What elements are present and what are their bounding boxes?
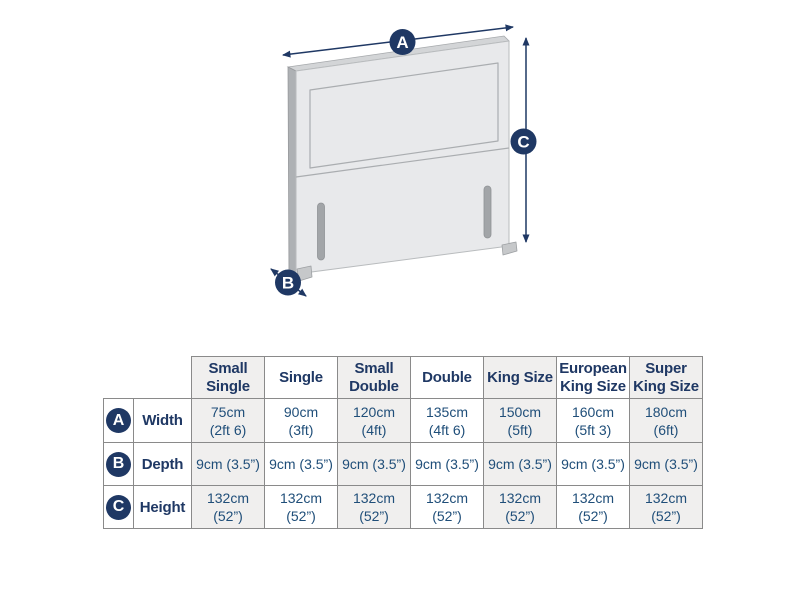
header-spacer: [104, 357, 134, 399]
header-spacer: [134, 357, 192, 399]
column-header-king-size: King Size: [484, 357, 557, 399]
width-value-small-single: 75cm (2ft 6): [192, 399, 265, 443]
height-badge: [511, 129, 537, 155]
row-label-height: Height: [134, 486, 192, 529]
table-row-width: [104, 399, 703, 443]
headboard-slot-left: [318, 203, 325, 260]
width-value-king-size: 150cm (5ft): [484, 399, 557, 443]
table-row-depth: [104, 443, 703, 486]
svg-text:B: B: [281, 273, 295, 293]
height-value-small-single: 132cm (52”): [192, 486, 265, 529]
height-value-european-king-size: 132cm (52”): [557, 486, 630, 529]
depth-value-small-double: 9cm (3.5”): [338, 443, 411, 486]
column-header-small-double: Small Double: [338, 357, 411, 399]
height-value-super-king-size: 132cm (52”): [630, 486, 703, 529]
svg-text:A: A: [396, 33, 409, 52]
depth-value-super-king-size: 9cm (3.5”): [630, 443, 703, 486]
column-header-european-king-size: European King Size: [557, 357, 630, 399]
row-label-depth: Depth: [134, 443, 192, 486]
width-value-double: 135cm (4ft 6): [411, 399, 484, 443]
width-row-badge: A: [106, 408, 131, 433]
dimensions-table: [103, 356, 703, 529]
svg-text:C: C: [517, 132, 530, 152]
headboard-slot-right: [484, 186, 491, 238]
column-header-small-single: Small Single: [192, 357, 265, 399]
headboard-front-panel: [296, 41, 509, 274]
height-row-badge: C: [106, 495, 131, 520]
depth-value-small-single: 9cm (3.5”): [192, 443, 265, 486]
width-value-single: 90cm (3ft): [265, 399, 338, 443]
height-value-double: 132cm (52”): [411, 486, 484, 529]
width-badge: [390, 29, 416, 55]
width-value-european-king-size: 160cm (5ft 3): [557, 399, 630, 443]
row-badge-cell: [104, 399, 134, 443]
height-value-king-size: 132cm (52”): [484, 486, 557, 529]
width-value-small-double: 120cm (4ft): [338, 399, 411, 443]
table-header-row: [104, 357, 703, 399]
depth-badge: [275, 270, 301, 296]
depth-row-badge: B: [106, 452, 131, 477]
column-header-single: Single: [265, 357, 338, 399]
height-value-single: 132cm (52”): [265, 486, 338, 529]
width-value-super-king-size: 180cm (6ft): [630, 399, 703, 443]
table-row-height: [104, 486, 703, 529]
column-header-super-king-size: Super King Size: [630, 357, 703, 399]
depth-value-double: 9cm (3.5”): [411, 443, 484, 486]
depth-value-single: 9cm (3.5”): [265, 443, 338, 486]
depth-value-king-size: 9cm (3.5”): [484, 443, 557, 486]
column-header-double: Double: [411, 357, 484, 399]
headboard-left-edge: [288, 67, 296, 279]
row-label-width: Width: [134, 399, 192, 443]
row-badge-cell: [104, 486, 134, 529]
row-badge-cell: [104, 443, 134, 486]
depth-value-european-king-size: 9cm (3.5”): [557, 443, 630, 486]
height-value-small-double: 132cm (52”): [338, 486, 411, 529]
